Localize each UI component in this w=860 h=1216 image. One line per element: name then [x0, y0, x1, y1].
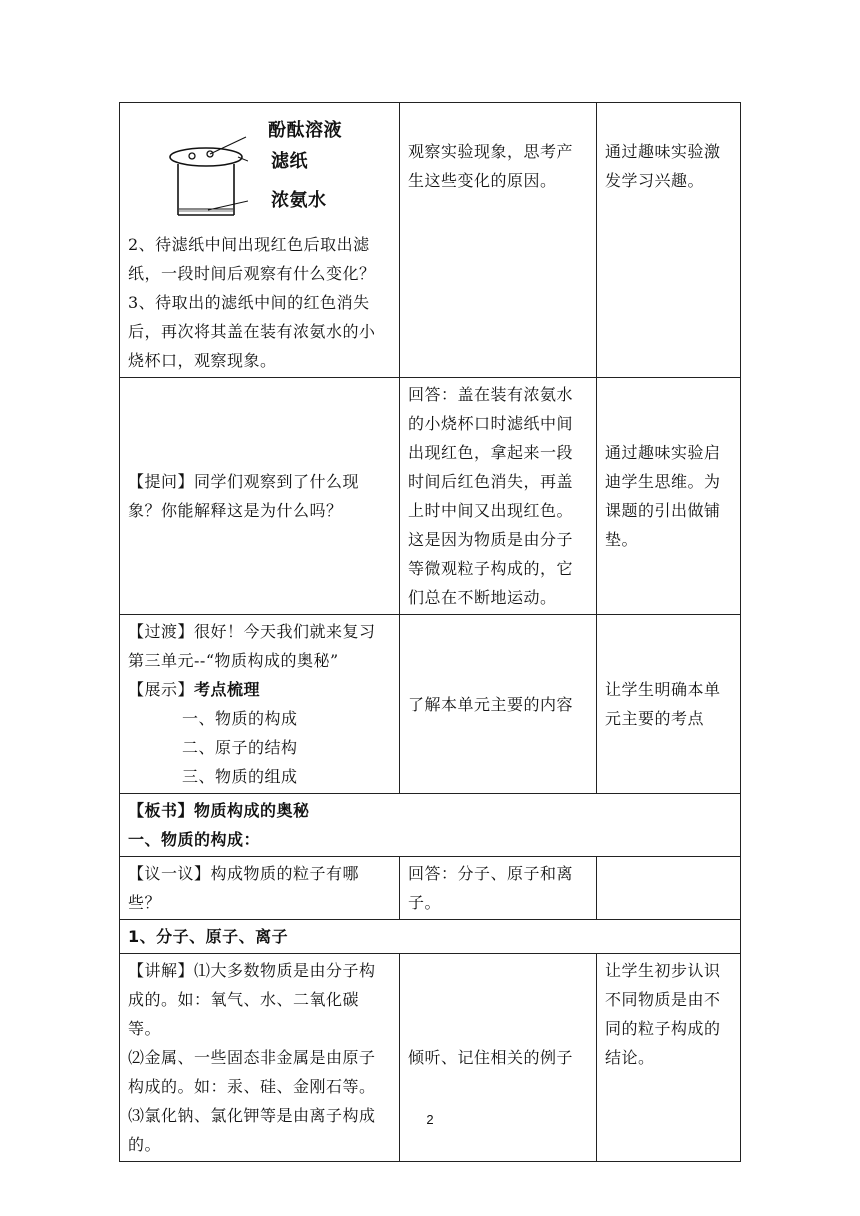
figure-label-paper: 滤纸: [271, 151, 308, 172]
design-intent-text: 通过趣味实验激发学习兴趣。: [605, 142, 721, 190]
table-row: [120, 857, 741, 920]
design-intent-cell: [597, 378, 741, 615]
question-tag: 【提问】: [128, 472, 195, 491]
discuss-tag: 【议一议】: [128, 864, 211, 883]
display-tag: 【展示】: [128, 680, 195, 699]
subsection-heading: 1、分子、原子、离子: [120, 920, 741, 954]
student-answer-text: 回答：盖在装有浓氨水的小烧杯口时滤纸中间出现红色，拿起来一段时间后红色消失，再盖上时中间又出现红色。这是因为物质是由分子等微观粒子构成的，它们总在不断地运动。: [408, 385, 574, 607]
table-row: [120, 378, 741, 615]
discuss-text: 构成物质的粒子有哪些？: [128, 864, 360, 912]
teacher-activity-cell: [120, 378, 400, 615]
board-title: 物质构成的奥秘: [194, 801, 310, 820]
design-intent-text: 让学生初步认识不同物质是由不同的粒子构成的结论。: [605, 961, 721, 1067]
transition-text: 很好！今天我们就来复习第三单元--“物质构成的奥秘”: [128, 622, 376, 670]
explain-line-3: ⑶氯化钠、氯化钾等是由离子构成的。: [128, 1106, 376, 1154]
student-activity-cell: [400, 954, 597, 1162]
student-activity-text: 观察实验现象，思考产生这些变化的原因。: [408, 142, 574, 190]
table-row: [120, 103, 741, 378]
student-activity-cell: [400, 103, 597, 378]
explain-line-1: ⑴大多数物质是由分子构成的。如：氧气、水、二氧化碳等。: [128, 961, 376, 1038]
teacher-activity-cell: [120, 954, 400, 1162]
figure-label-indicator: 酚酞溶液: [268, 120, 342, 141]
teacher-activity-cell: [120, 103, 400, 378]
table-row: [120, 954, 741, 1162]
table-row: [120, 615, 741, 794]
outline-item: 三、物质的组成: [182, 767, 298, 786]
board-writing-cell: [120, 794, 741, 857]
student-activity-cell: [400, 857, 597, 920]
board-tag: 【板书】: [128, 801, 195, 820]
step-2: 2、待滤纸中间出现红色后取出滤纸，一段时间后观察有什么变化？: [128, 235, 376, 283]
student-activity-cell: [400, 615, 597, 794]
display-title: 考点梳理: [194, 680, 261, 699]
explain-tag: 【讲解】: [128, 961, 195, 980]
design-intent-cell: [597, 954, 741, 1162]
section-heading: 一、物质的构成：: [128, 830, 261, 849]
teacher-activity-cell: [120, 615, 400, 794]
figure-label-ammonia: 浓氨水: [271, 190, 327, 211]
beaker-diagram: [168, 111, 248, 221]
student-activity-text: 了解本单元主要的内容: [408, 694, 574, 714]
experiment-figure: [128, 105, 391, 230]
table-row: [120, 920, 741, 954]
teacher-activity-cell: [120, 857, 400, 920]
outline-item: 一、物质的构成: [182, 709, 298, 728]
explain-line-2: ⑵金属、一些固态非金属是由原子构成的。如：汞、硅、金刚石等。: [128, 1048, 376, 1096]
lesson-plan-table: [119, 102, 741, 1162]
design-intent-cell: [597, 615, 741, 794]
student-activity-text: 倾听、记住相关的例子: [408, 1048, 574, 1067]
table-row: [120, 794, 741, 857]
design-intent-text: 让学生明确本单元主要的考点: [605, 680, 721, 728]
student-activity-cell: [400, 378, 597, 615]
transition-tag: 【过渡】: [128, 622, 195, 641]
question-text: 同学们观察到了什么现象？你能解释这是为什么吗？: [128, 472, 360, 520]
design-intent-cell: [597, 103, 741, 378]
student-answer-text: 回答：分子、原子和离子。: [408, 864, 574, 912]
design-intent-text: 通过趣味实验启迪学生思维。为课题的引出做铺垫。: [605, 443, 721, 549]
step-3: 3、待取出的滤纸中间的红色消失后，再次将其盖在装有浓氨水的小烧杯口，观察现象。: [128, 293, 376, 370]
page-number: 2: [426, 1112, 434, 1127]
design-intent-cell: [597, 857, 741, 920]
outline-item: 二、原子的结构: [182, 738, 298, 757]
